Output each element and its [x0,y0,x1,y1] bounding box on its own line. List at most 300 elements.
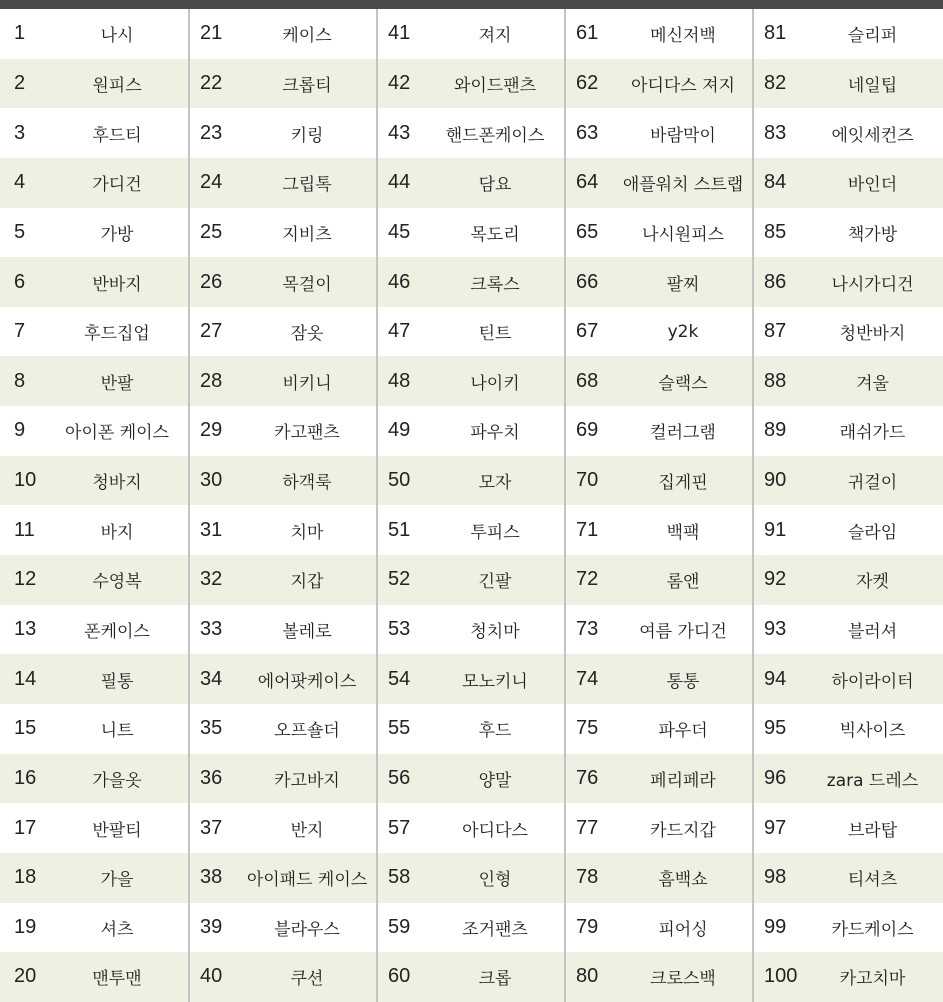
rank-number: 88 [764,369,787,392]
rank-number: 82 [764,71,787,94]
ranking-column [376,9,564,1002]
search-term: 양말 [478,770,512,791]
rank-number: 95 [764,717,787,740]
rank-number: 43 [388,121,411,144]
rank-number: 9 [14,419,26,442]
search-term: 반바지 [92,274,142,295]
rank-number: 96 [764,766,787,789]
search-term: 비키니 [282,373,332,394]
table-row [190,158,376,208]
search-term: 메신저백 [650,26,716,47]
search-term: 크로스백 [650,969,716,990]
rank-number: 79 [576,915,599,938]
table-row [566,9,752,59]
ranking-column [0,9,188,1002]
rank-number: 16 [14,766,37,789]
rank-number: 51 [388,518,411,541]
table-row [566,754,752,804]
rank-number: 4 [14,171,26,194]
table-row [378,605,564,655]
search-term: 집게핀 [658,473,708,494]
rank-number: 8 [14,369,26,392]
search-term: 필통 [100,671,134,692]
table-row [190,654,376,704]
rank-number: 59 [388,915,411,938]
rank-number: 55 [388,717,411,740]
rank-number: 68 [576,369,599,392]
rank-number: 34 [200,667,223,690]
table-row [754,257,943,307]
search-term: 파우치 [470,423,520,444]
table-row [0,555,188,605]
table-row [378,654,564,704]
search-term: 져지 [478,26,512,47]
table-row [566,59,752,109]
search-term: 후드티 [92,125,142,146]
search-term: 목도리 [470,224,520,245]
table-row [378,59,564,109]
rank-number: 36 [200,766,223,789]
table-row [754,307,943,357]
search-term: 지비츠 [282,224,332,245]
rank-number: 10 [14,469,37,492]
search-term: 쿠션 [290,969,324,990]
rank-number: 78 [576,866,599,889]
table-row [190,605,376,655]
search-term: 나시원피스 [641,224,725,245]
search-term: 후드집업 [84,324,150,345]
search-term: 가방 [100,224,134,245]
ranking-column [752,9,943,1002]
rank-number: 60 [388,965,411,988]
search-term: 바인더 [847,175,898,196]
search-term: 크롭티 [282,75,332,96]
table-row [0,605,188,655]
rank-number: 84 [764,171,787,194]
search-term: 팔찌 [666,274,700,295]
rank-number: 50 [388,469,411,492]
search-term: 파우더 [658,721,708,742]
search-term: 블러셔 [847,622,898,642]
table-row [378,704,564,754]
top-bar [0,0,943,9]
table-row [378,9,564,59]
rank-number: 1 [14,22,26,45]
table-row [566,704,752,754]
rank-number: 53 [388,618,411,640]
rank-number: 57 [388,816,411,839]
table-row [190,108,376,158]
search-term: 티셔츠 [847,870,898,891]
rank-number: 86 [764,270,787,293]
search-term: 인형 [478,870,512,891]
search-term: 피어싱 [658,919,708,940]
rank-number: 65 [576,220,599,243]
search-term: 케이스 [282,26,332,47]
search-term: 치마 [290,522,324,543]
rank-number: 58 [388,866,411,889]
table-row [754,59,943,109]
table-row [378,356,564,406]
table-row [0,208,188,258]
search-term: 반팔 [100,373,134,394]
table-row [378,555,564,605]
table-row [566,505,752,555]
rank-number: 81 [764,22,787,45]
rank-number: 69 [576,419,599,442]
rank-number: 100 [764,965,798,988]
table-row [190,257,376,307]
search-term: 나이키 [470,373,520,394]
rank-number: 31 [200,518,223,541]
ranking-column [564,9,752,1002]
table-row [754,704,943,754]
table-row [190,208,376,258]
table-row [566,108,752,158]
ranking-table [0,9,943,1002]
rank-number: 41 [388,22,411,45]
search-term: 페리페라 [650,770,716,791]
rank-number: 91 [764,518,787,541]
table-row [378,903,564,953]
table-row [190,803,376,853]
search-term: 목걸이 [282,274,332,295]
rank-number: 87 [764,320,787,343]
table-row [0,158,188,208]
search-term: 통통 [666,671,700,692]
search-term: 모노키니 [462,671,528,692]
rank-number: 28 [200,369,223,392]
rank-number: 37 [200,816,223,839]
rank-number: 77 [576,816,599,839]
rank-number: 20 [14,965,37,988]
table-row [0,704,188,754]
table-row [190,356,376,406]
search-term: 블라우스 [274,919,340,940]
rank-number: 32 [200,568,223,591]
rank-number: 26 [200,270,223,293]
search-term: 니트 [100,721,134,742]
search-term: 슬리퍼 [847,26,898,47]
table-row [754,456,943,506]
rank-number: 12 [14,568,37,591]
rank-number: 46 [388,270,411,293]
rank-number: 23 [200,121,223,144]
rank-number: 40 [200,965,223,988]
table-row [0,952,188,1002]
search-term: 아이폰 케이스 [65,423,169,444]
rank-number: 92 [764,568,787,591]
rank-number: 21 [200,22,223,45]
rank-number: 13 [14,618,37,640]
table-row [378,754,564,804]
table-row [190,952,376,1002]
rank-number: 94 [764,667,787,690]
search-term: 겨울 [856,373,889,394]
table-row [754,605,943,655]
search-term: 나시가디건 [831,274,914,295]
table-row [378,158,564,208]
search-term: 가을 [100,870,134,891]
rank-number: 73 [576,618,599,640]
search-term: 와이드팬츠 [453,75,537,96]
rank-number: 33 [200,618,223,640]
rank-number: 49 [388,419,411,442]
rank-number: 90 [764,469,787,492]
rank-number: 61 [576,22,599,45]
rank-number: 11 [14,518,35,541]
rank-number: 70 [576,469,599,492]
search-term: 에잇세컨즈 [831,125,914,146]
search-term: 지갑 [290,572,324,593]
table-row [378,803,564,853]
rank-number: 14 [14,667,37,690]
table-row [754,853,943,903]
rank-number: 17 [14,816,37,839]
rank-number: 7 [14,320,26,343]
table-row [566,208,752,258]
table-row [566,406,752,456]
rank-number: 19 [14,915,37,938]
search-term: 키링 [290,125,324,146]
rank-number: 64 [576,171,599,194]
search-term: 래쉬가드 [839,423,906,444]
rank-number: 6 [14,270,26,293]
search-term: 바지 [100,522,134,543]
table-row [190,456,376,506]
rank-number: 35 [200,717,223,740]
table-row [378,456,564,506]
search-term: 청바지 [92,473,142,494]
rank-number: 22 [200,71,223,94]
rank-number: 38 [200,866,223,889]
rank-number: 48 [388,369,411,392]
table-row [754,505,943,555]
table-row [754,754,943,804]
table-row [0,257,188,307]
search-term: 원피스 [92,75,142,96]
table-row [190,406,376,456]
table-row [754,803,943,853]
search-term: 반팔티 [92,820,142,841]
search-term: 하이라이터 [831,671,914,692]
table-row [190,754,376,804]
rank-number: 71 [576,518,599,541]
rank-number: 39 [200,915,223,938]
search-term: 브라탑 [847,820,898,841]
search-term: 카드지갑 [650,820,716,841]
rank-number: 76 [576,766,599,789]
table-row [566,257,752,307]
search-term: 폰케이스 [84,622,150,642]
search-term: 자켓 [856,572,889,593]
table-row [0,654,188,704]
table-row [0,903,188,953]
table-row [566,605,752,655]
rank-number: 15 [14,717,37,740]
rank-number: 27 [200,320,223,343]
search-term: 그립톡 [282,175,332,196]
rank-number: 45 [388,220,411,243]
table-row [0,803,188,853]
table-row [190,555,376,605]
search-term: 크록스 [470,274,520,295]
table-row [190,903,376,953]
search-term: 모자 [478,473,512,494]
search-term: 네일팁 [847,75,898,96]
rank-number: 47 [388,320,411,343]
table-row [0,853,188,903]
table-row [566,952,752,1002]
rank-number: 29 [200,419,223,442]
rank-number: 66 [576,270,599,293]
table-row [754,9,943,59]
rank-number: 63 [576,121,599,144]
rank-number: 25 [200,220,223,243]
table-row [754,903,943,953]
table-row [754,952,943,1002]
search-term: 아이패드 케이스 [246,870,368,891]
rank-number: 85 [764,220,787,243]
search-term: 반지 [290,820,324,841]
search-term: 담요 [478,175,512,196]
rank-number: 18 [14,866,37,889]
search-term: 여름 가디건 [639,622,727,642]
rank-number: 99 [764,915,787,938]
rank-number: 72 [576,568,599,591]
table-row [566,456,752,506]
search-term: 슬랙스 [658,373,708,394]
search-term: 청반바지 [839,324,906,345]
rank-number: 3 [14,121,26,144]
table-row [566,654,752,704]
search-term: 하객룩 [282,473,332,494]
search-term: 슬라임 [847,522,898,543]
search-term: 후드 [478,721,512,742]
table-row [566,158,752,208]
search-term: 바람막이 [650,125,716,146]
rank-number: 54 [388,667,411,690]
search-term: 맨투맨 [92,969,142,990]
search-term: 롬앤 [666,572,700,593]
table-row [190,307,376,357]
table-row [378,208,564,258]
rank-number: 62 [576,71,599,94]
table-row [190,704,376,754]
search-term: 책가방 [847,224,898,245]
search-term: 핸드폰케이스 [445,125,545,146]
table-row [0,406,188,456]
search-term: 흠백쇼 [658,870,708,891]
search-term: 카고치마 [839,969,906,990]
search-term: 긴팔 [478,572,512,593]
rank-number: 56 [388,766,411,789]
search-term: 크롭 [478,969,512,990]
rank-number: 97 [764,816,787,839]
search-term: 백팩 [666,522,700,543]
table-row [566,903,752,953]
table-row [754,108,943,158]
search-term: 볼레로 [282,622,332,642]
table-row [0,307,188,357]
table-row [378,307,564,357]
rank-number: 89 [764,419,787,442]
search-term: 나시 [100,26,134,47]
table-row [754,356,943,406]
table-row [566,555,752,605]
rank-number: 93 [764,618,787,640]
table-row [190,505,376,555]
table-row [190,9,376,59]
search-term: 투피스 [470,522,520,543]
table-row [0,505,188,555]
table-row [0,59,188,109]
table-row [378,505,564,555]
table-row [754,208,943,258]
search-term: y2k [667,321,699,342]
table-row [754,555,943,605]
search-term: zara 드레스 [826,770,919,791]
search-term: 카드케이스 [831,919,914,940]
search-term: 조거팬츠 [462,919,528,940]
table-row [0,9,188,59]
search-term: 컬러그램 [650,423,716,444]
search-term: 카고팬츠 [274,423,340,444]
search-term: 아디다스 [462,820,528,841]
table-row [0,108,188,158]
rank-number: 44 [388,171,411,194]
table-row [566,307,752,357]
table-row [190,853,376,903]
search-term: 오프숄더 [274,721,340,742]
rank-number: 42 [388,71,411,94]
search-term: 가디건 [92,175,142,196]
search-term: 수영복 [92,572,142,593]
search-term: 틴트 [478,324,512,345]
table-row [566,853,752,903]
search-term: 에어팟케이스 [257,671,357,692]
table-row [0,456,188,506]
rank-number: 74 [576,667,599,690]
rank-number: 75 [576,717,599,740]
search-term: 카고바지 [274,770,340,791]
search-term: 셔츠 [100,919,134,940]
table-row [0,356,188,406]
rank-number: 98 [764,866,787,889]
rank-number: 83 [764,121,787,144]
rank-number: 24 [200,171,223,194]
table-row [754,654,943,704]
table-row [378,952,564,1002]
table-row [378,108,564,158]
search-term: 청치마 [470,622,520,642]
table-row [566,356,752,406]
table-row [754,406,943,456]
rank-number: 5 [14,220,26,243]
rank-number: 30 [200,469,223,492]
rank-number: 2 [14,71,26,94]
table-row [378,406,564,456]
table-row [190,59,376,109]
search-term: 가을옷 [92,770,142,791]
search-term: 빅사이즈 [839,721,906,742]
search-term: 애플워치 스트랩 [622,175,744,196]
rank-number: 52 [388,568,411,591]
search-term: 귀걸이 [847,473,898,494]
table-row [754,158,943,208]
table-row [378,853,564,903]
ranking-column [188,9,376,1002]
